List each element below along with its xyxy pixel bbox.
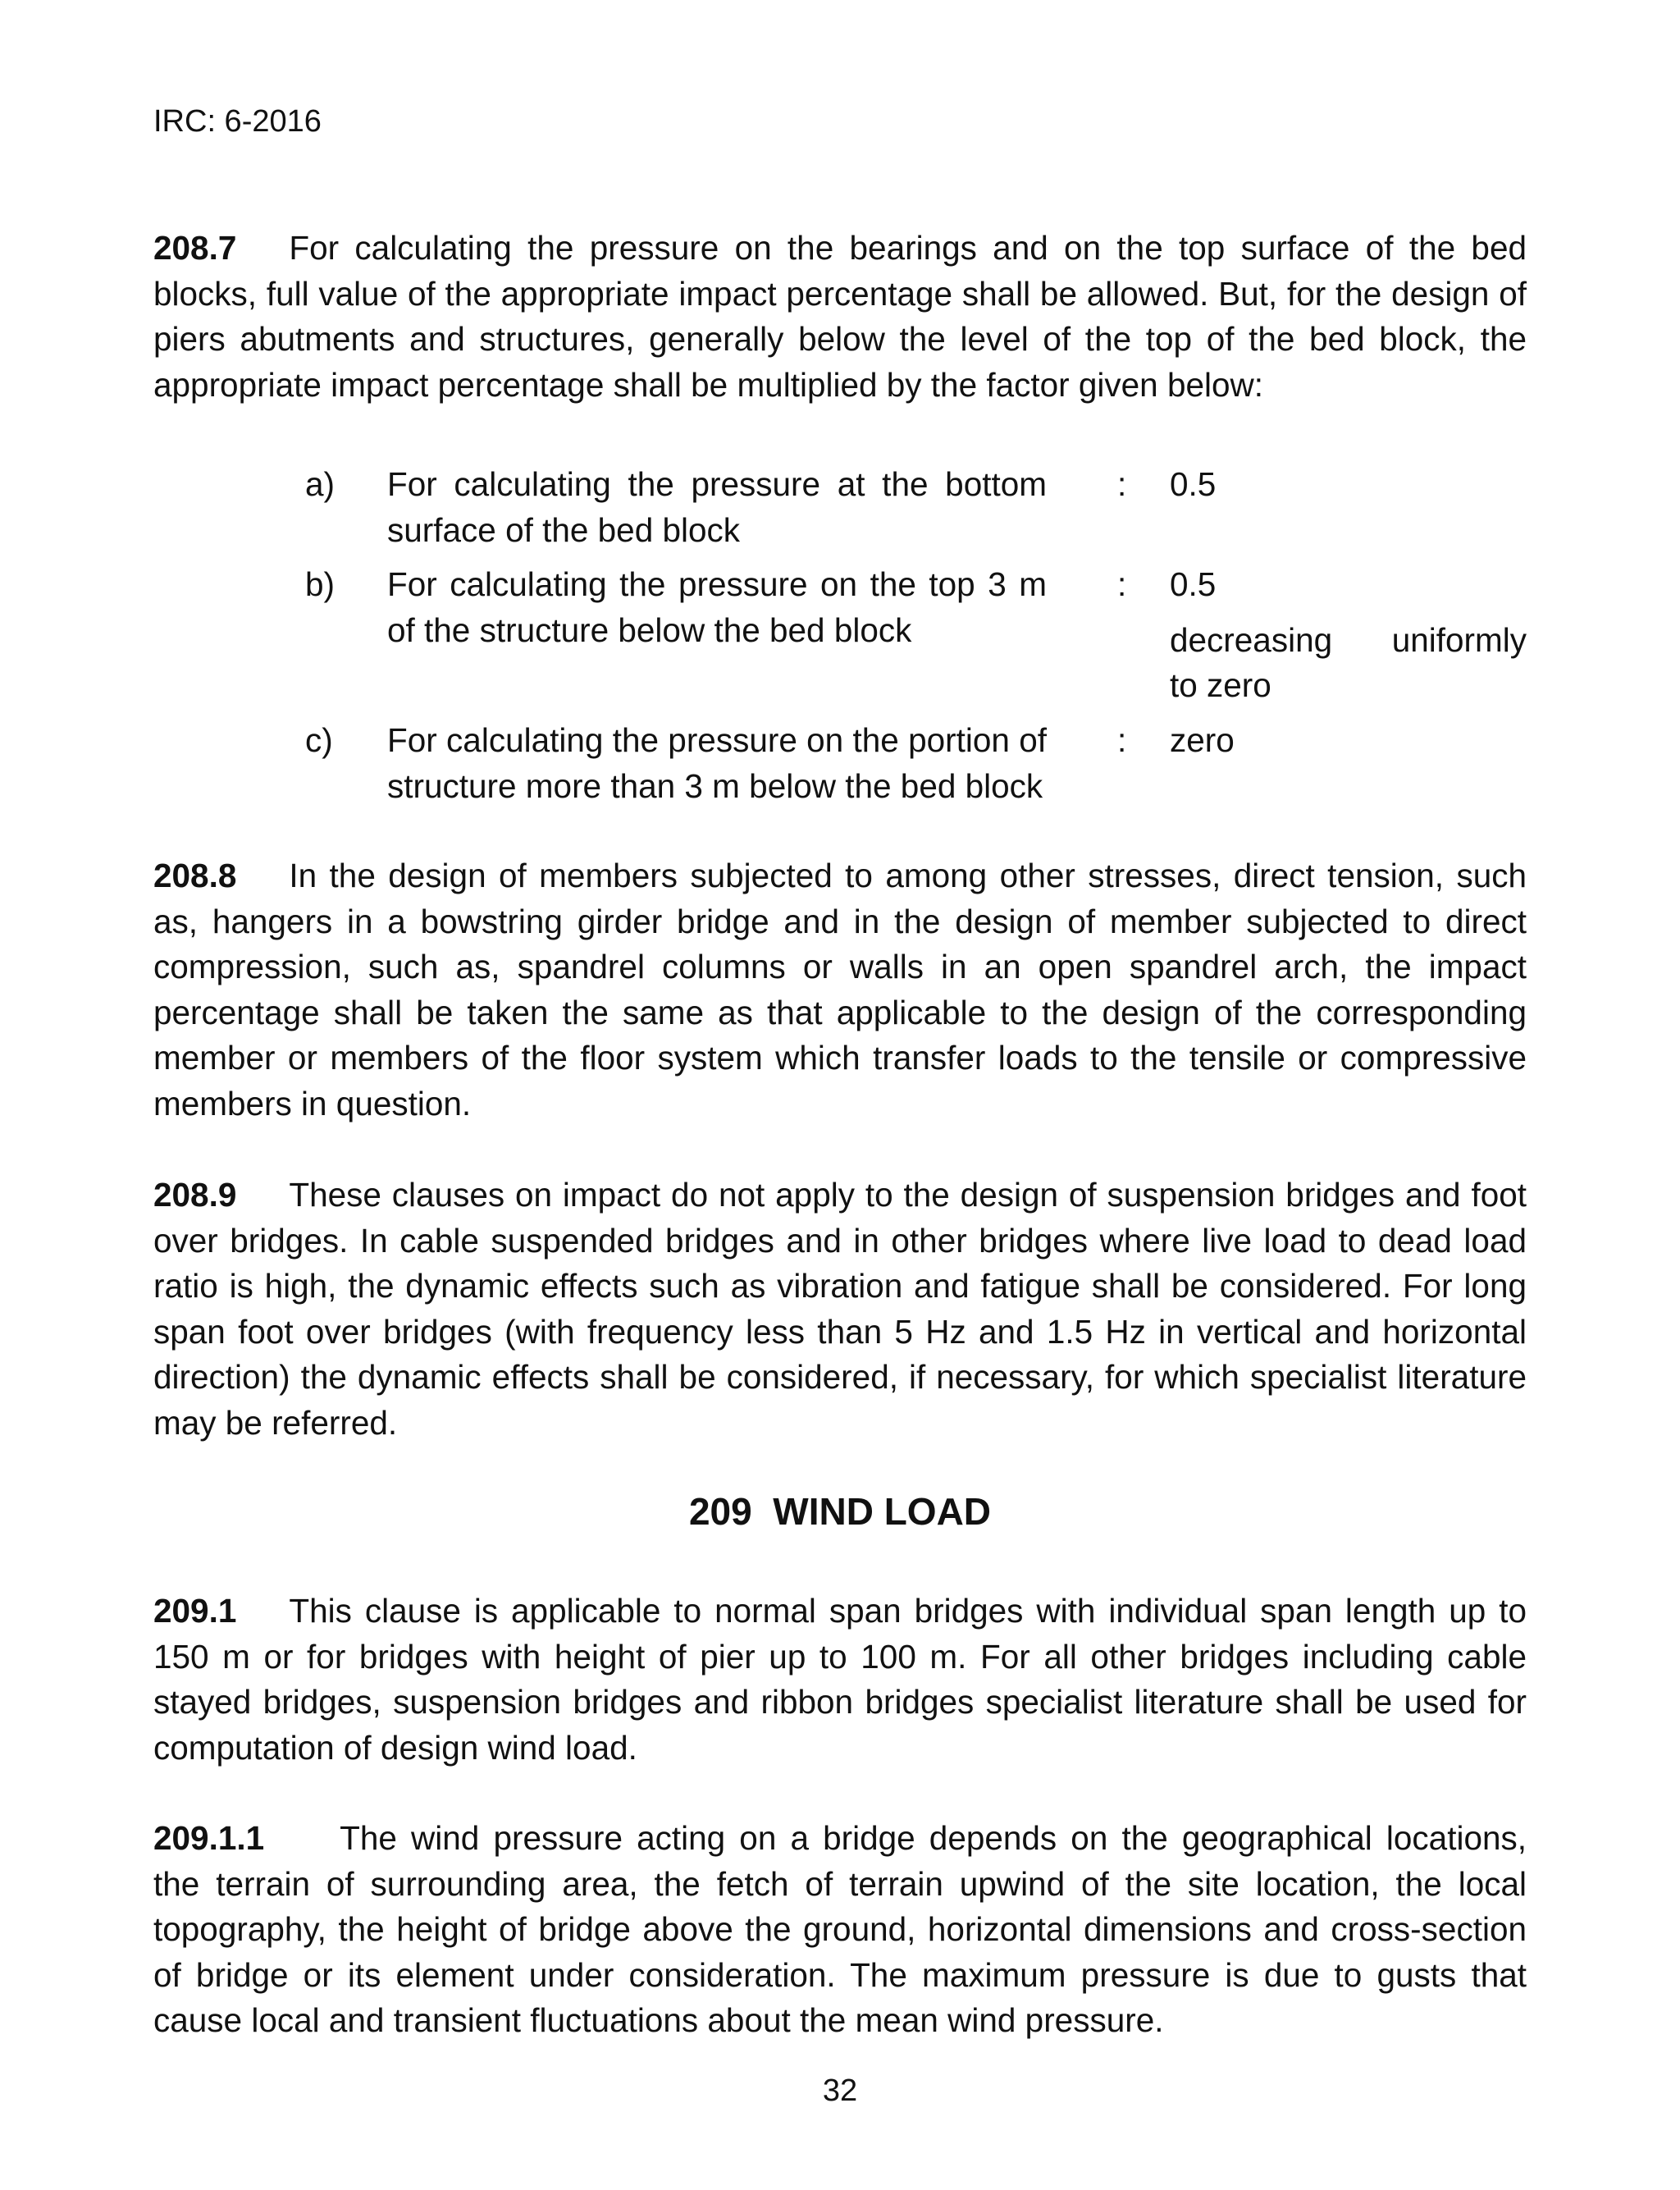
list-item-text: For calculating the pressure on the portion of structure more than 3 m below the bed block: [387, 721, 1047, 805]
clause-number: 208.9: [153, 1176, 237, 1214]
factor-note: to zero: [1170, 666, 1271, 704]
clause-text: This clause is applicable to normal span bridges with individual span length up to 150 m or for bridges with height of pier up to 100 m. For all other bridges including cable stayed bridges, suspension bridges and ribbon bridges specialist literature shall be used for computation of design wind load.: [153, 1592, 1527, 1767]
list-item: [305, 462, 1527, 562]
section-heading: 209 WIND LOAD: [688, 1490, 992, 1533]
clause-number: 208.8: [153, 857, 237, 894]
clause-number: 208.7: [153, 229, 237, 267]
factor-value: 0.5: [1170, 565, 1217, 603]
factor-value: 0.5: [1170, 465, 1217, 503]
list-marker: a): [305, 465, 336, 503]
factor-note: decreasing uniformly: [1170, 621, 1527, 659]
list-colon: :: [1117, 565, 1127, 603]
clause-text: These clauses on impact do not apply to the design of suspension bridges and foot over bridges. In cable suspended bridges and in other bridges where live load to dead load ratio is high, the dynamic effects such as vibration and fatigue shall be considered. For long span foot over bridges (with frequency less than 5 Hz and 1.5 Hz in vertical and horizontal direction) the dynamic effects shall be considered, if necessary, for which specialist literature may be referred.: [153, 1176, 1527, 1442]
clause-text: For calculating the pressure on the bearings and on the top surface of the bed blocks, full value of the appropriate impact percentage shall be allowed. But, for the design of piers abutments and structures, generally below the level of the top of the bed block, the appropriate impact percentage shall be multiplied by the factor given below:: [153, 229, 1527, 404]
clause-text: The wind pressure acting on a bridge depends on the geographical locations, the terrain of surrounding area, the fetch of terrain upwind of the site location, the local topography, the height of bridge above the ground, horizontal dimensions and cross-section of bridge or its element under consideration. The maximum pressure is due to gusts that cause local and transient fluctuations about the mean wind pressure.: [153, 1819, 1527, 2039]
list-item-text: For calculating the pressure at the bottom surface of the bed block: [387, 465, 1047, 549]
clause-209-1: [153, 1589, 1527, 1771]
clause-number: 209.1: [153, 1592, 237, 1630]
list-colon: :: [1117, 465, 1127, 503]
clause-208-9: [153, 1173, 1527, 1446]
list-marker: b): [305, 565, 336, 603]
list-item: [305, 562, 1527, 718]
clause-208-7: [153, 226, 1527, 408]
clause-209-1-1: [153, 1816, 1527, 2044]
list-marker: c): [305, 721, 333, 759]
document-code-header: IRC: 6-2016: [153, 104, 322, 139]
impact-factor-list: [305, 462, 1527, 810]
list-item: [305, 718, 1527, 810]
clause-text: In the design of members subjected to among other stresses, direct tension, such as, hangers in a bowstring girder bridge and in the design of member subjected to direct compression, such as, spandrel columns or walls in an open spandrel arch, the impact percentage shall be taken the same as that applicable to the design of the corresponding member or members of the floor system which transfer loads to the tensile or compressive members in question.: [153, 857, 1527, 1122]
list-item-text: For calculating the pressure on the top 3 m of the structure below the bed block: [387, 565, 1047, 649]
clause-208-8: [153, 853, 1527, 1127]
factor-value: zero: [1170, 721, 1235, 759]
page-number: 32: [822, 2073, 858, 2108]
clause-number: 209.1.1: [153, 1819, 265, 1857]
list-colon: :: [1117, 721, 1127, 759]
